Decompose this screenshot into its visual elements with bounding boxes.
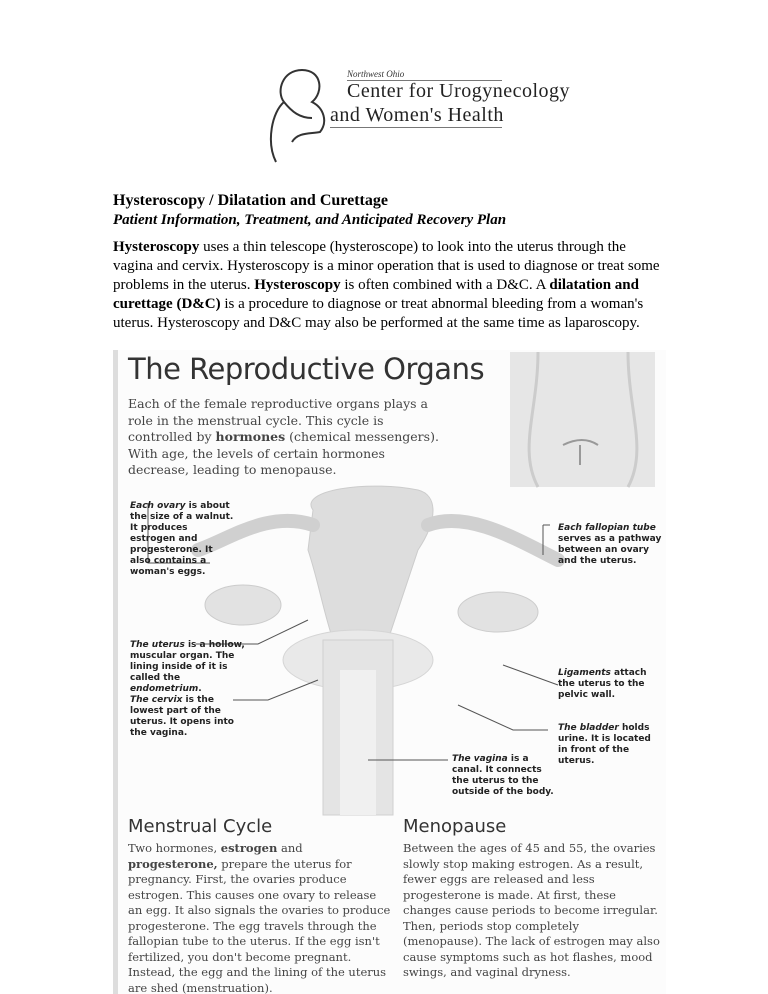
logo-line1: Center for Urogynecology: [347, 80, 571, 102]
term: hormones: [215, 429, 286, 444]
text: (chemical messengers). With age, the levels of certain hormones decrease, leading to menopause.: [128, 429, 439, 477]
text: Two hormones,: [128, 841, 221, 855]
text: uses a thin telescope (hysteroscope) to look into the uterus through the vagina and cervix. Hysteroscopy is a minor operation that is used to diagnose or treat some problems in the uterus.: [113, 239, 660, 293]
menopause-heading: Menopause: [403, 816, 507, 837]
logo-small-text: Northwest Ohio: [347, 69, 405, 79]
intro-paragraph: [113, 238, 661, 333]
page-title: Hysteroscopy / Dilatation and Curettage: [113, 192, 388, 209]
menopause-text: Between the ages of 45 and 55, the ovaries slowly stop making estrogen. As a result, fewer eggs are released and less progesterone is made. At first, these changes cause periods to become irregular. Then, periods stop completely (menopause). The lack of estrogen may also cause symptoms such as hot flashes, mood swings, and vaginal dryness.: [403, 841, 660, 979]
term: The vagina: [452, 754, 508, 764]
term: Each fallopian tube: [558, 523, 656, 533]
text: attach the uterus to the pelvic wall.: [558, 668, 647, 700]
term: endometrium: [130, 684, 199, 694]
text: and: [277, 841, 303, 855]
term: dilatation and curettage (D&C): [113, 277, 639, 312]
label-fallopian-tube: [558, 523, 663, 567]
text: prepare the uterus for pregnancy. First, the ovaries produce estrogen. This causes one ovary to release an egg. It also signals the ovaries to produce progesterone. The egg travels through the fallopian tube to the uterus. If the egg isn't fertilized, you don't become pregnant. Instead, the egg and the lining of the uterus are shed (menstruation).: [128, 856, 391, 994]
term: Ligaments: [558, 668, 611, 678]
term: Each ovary: [130, 501, 186, 511]
text: holds urine. It is located in front of the uterus.: [558, 723, 651, 766]
menstrual-cycle-heading: Menstrual Cycle: [128, 816, 273, 837]
term: estrogen: [220, 841, 278, 855]
label-ovary: [130, 501, 235, 578]
menstrual-cycle-text: [128, 841, 393, 994]
label-uterus: The uterus is a hollow, muscular organ. The lining inside of it is called the endometrium.: [130, 640, 245, 694]
term: The uterus: [130, 640, 185, 650]
text: serves as a pathway between an ovary and the uterus.: [558, 534, 662, 566]
text: is the lowest part of the uterus. It opens into the vagina.: [130, 695, 234, 738]
term: The cervix: [130, 695, 183, 705]
text: is a canal. It connects the uterus to the outside of the body.: [452, 754, 554, 797]
term: Hysteroscopy: [113, 239, 200, 255]
text: is a hollow, muscular organ. The lining inside of it is called the: [130, 640, 245, 683]
label-vagina: [452, 754, 557, 798]
figure-title: The Reproductive Organs: [128, 352, 485, 386]
term: progesterone,: [128, 856, 218, 871]
text: is about the size of a walnut. It produces estrogen and progesterone. It also contains a woman's eggs.: [130, 501, 234, 577]
label-ligaments: [558, 668, 658, 701]
anatomy-figure: [113, 350, 666, 994]
text: is often combined with a D&C. A: [340, 277, 550, 293]
logo-line2: and Women's Health: [330, 104, 504, 126]
term: Hysteroscopy: [254, 277, 341, 293]
page-subtitle: Patient Information, Treatment, and Anticipated Recovery Plan: [113, 212, 507, 228]
label-cervix: [130, 695, 245, 739]
term: The bladder: [558, 723, 619, 733]
text: is a procedure to diagnose or treat abnormal bleeding from a woman's uterus. Hysteroscopy and D&C may also be performed at the same time as laparoscopy.: [113, 296, 644, 331]
text: Each of the female reproductive organs plays a role in the menstrual cycle. This cycle is controlled by: [128, 396, 428, 444]
label-bladder: [558, 723, 663, 767]
